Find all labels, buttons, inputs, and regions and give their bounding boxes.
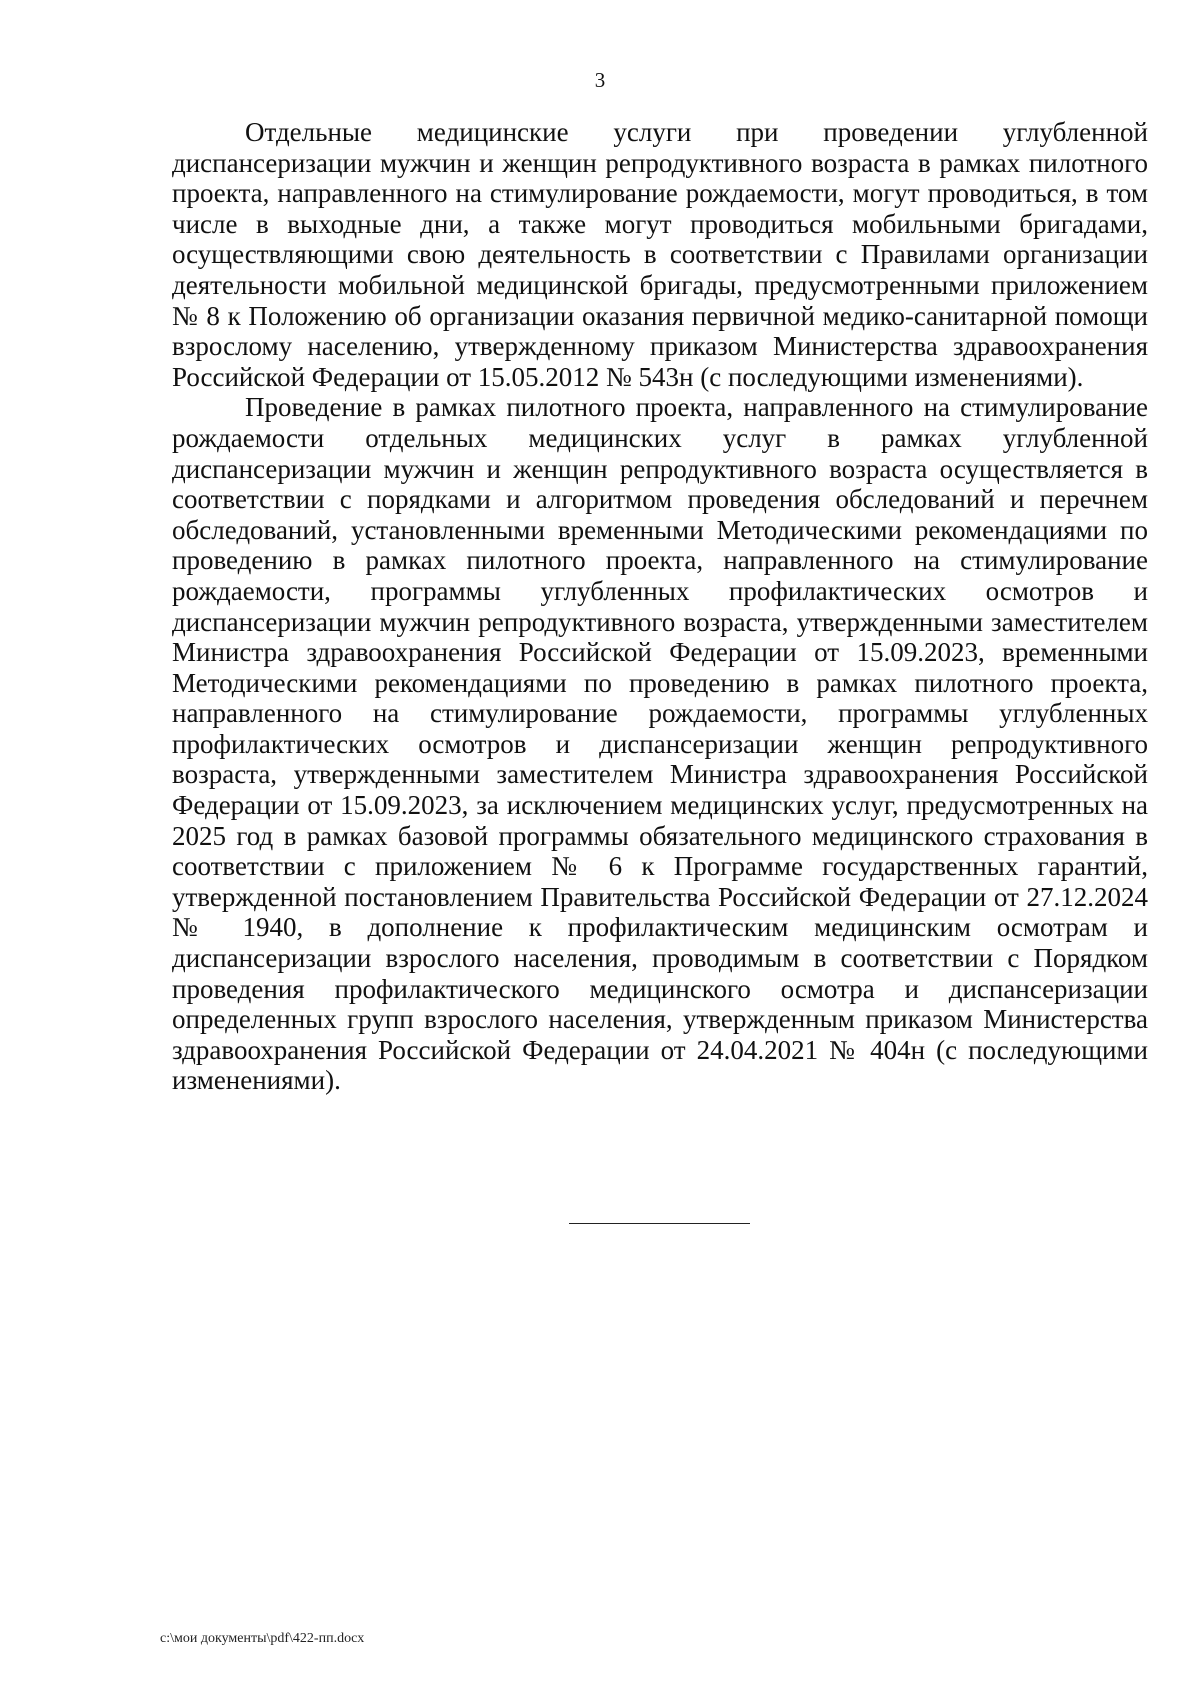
page-number: 3 bbox=[594, 68, 606, 92]
paragraph-mobile-brigades: Отдельные медицинские услуги при проведении углубленной диспансеризации мужчин и женщин репродуктивного возраста в рамках пилотного проекта, направленного на стимулирование рождаемости, могут проводиться, в том числе в выходные дни, а также могут проводиться мобильными бригадами, осуществляющими свою деятельность в соответствии с Правилами организации деятельности мобильной медицинской бригады, предусмотренными приложением № 8 к Положению об организации оказания первичной медико-санитарной помощи взрослому населению, утвержденному приказом Министерства здравоохранения Российской Федерации от 15.05.2012 № 543н (с последующими изменениями). bbox=[172, 117, 1148, 392]
paragraph-pilot-project-procedures: Проведение в рамках пилотного проекта, направленного на стимулирование рождаемости отдельных медицинских услуг в рамках углубленной диспансеризации мужчин и женщин репродуктивного возраста осуществляется в соответствии с порядками и алгоритмом проведения обследований и перечнем обследований, установленными временными Методическими рекомендациями по проведению в рамках пилотного проекта, направленного на стимулирование рождаемости, программы углубленных профилактических осмотров и диспансеризации мужчин репродуктивного возраста, утвержденными заместителем Министра здравоохранения Российской Федерации от 15.09.2023, временными Методическими рекомендациями по проведению в рамках пилотного проекта, направленного на стимулирование рождаемости, программы углубленных профилактических осмотров и диспансеризации женщин репродуктивного возраста, утвержденными заместителем Министра здравоохранения Российской Федерации от 15.09.2023, за исключением медицинских услуг, предусмотренных на 2025 год в рамках базовой программы обязательного медицинского страхования в соответствии с приложением № 6 к Программе государственных гарантий, утвержденной постановлением Правительства Российской Федерации от 27.12.2024 № 1940, в дополнение к профилактическим медицинским осмотрам и диспансеризации взрослого населения, проводимым в соответствии с Порядком проведения профилактического медицинского осмотра и диспансеризации определенных групп взрослого населения, утвержденным приказом Министерства здравоохранения Российской Федерации от 24.04.2021 № 404н (с последующими изменениями). bbox=[172, 392, 1148, 1096]
end-of-text-separator bbox=[569, 1223, 750, 1224]
document-body bbox=[172, 117, 1148, 1096]
footer-file-path: c:\мои документы\pdf\422-пп.docx bbox=[160, 1631, 365, 1646]
